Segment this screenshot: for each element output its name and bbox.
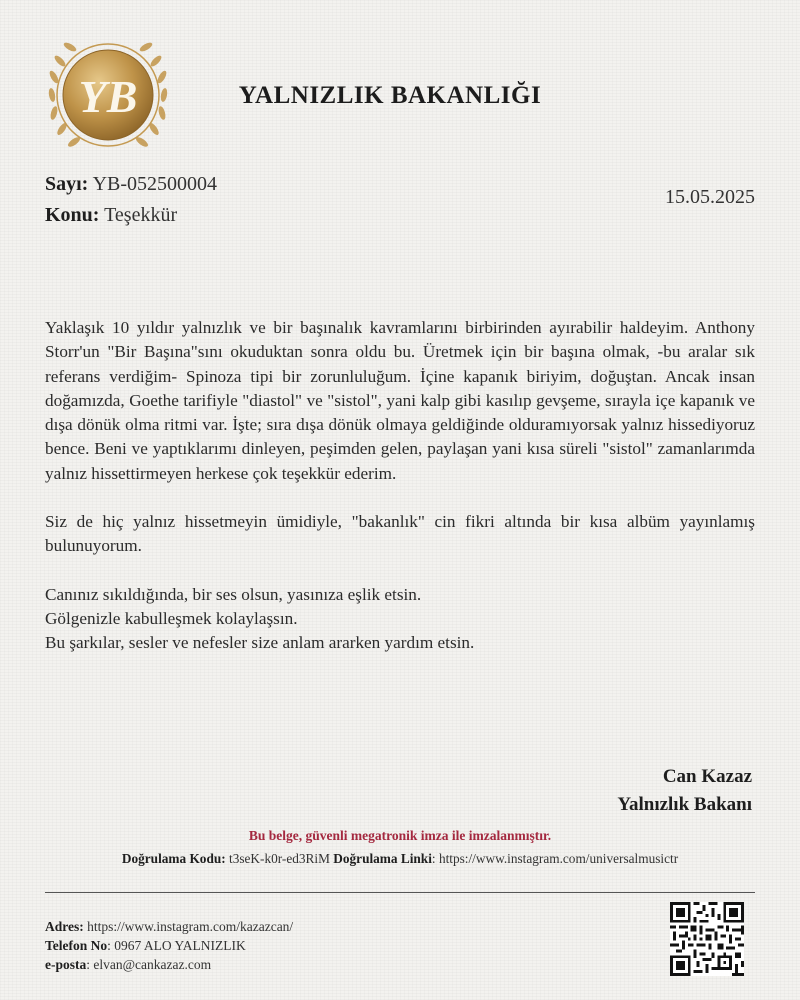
address-link[interactable]: https://www.instagram.com/kazazcan/ <box>87 919 294 934</box>
body-paragraph-2: Siz de hiç yalnız hissetmeyin ümidiyle, "bakanlık" cin fikri altında bir kısa albüm yayınlamış bulunuyorum. <box>45 512 755 556</box>
body-paragraph-1: Yaklaşık 10 yıldır yalnızlık ve bir başınalık kavramlarını birbirinden ayırabilir haldeyim. Anthony Storr'un "Bir Başına"sını okuduktan sonra oldu bu. Üretmek için bir başına olmak, -bu aralar sık referans verdiğim- Spinoza tipi bir zorunluluğum. İçine kapanık biriyim, doğuştan. Ancak insan doğamızda, Goethe tarifiyle "diastol" ve "sistol", yani kalp gibi kasılıp gevşeme, sırayla içe kapanık ve dışa dönük olma ritmi var. İşte; sıra dışa dönük olmaya geldiğinde olduramıyorsak yalnız hissediyoruz bence. Beni ve yaptıklarımı dinleyen, peşimden gelen, paylaşan yani kısa süreli "sistol" zamanlarımda yalnız hissettirmeyen herkese çok teşekkür ederim. <box>45 318 755 483</box>
verification-code-label: Doğrulama Kodu: <box>121 851 226 866</box>
document-number-label: Sayı: <box>45 173 89 195</box>
page-title: YALNIZLIK BAKANLIĞI <box>238 82 542 109</box>
signer-role: Yalnızlık Bakanı <box>617 794 752 815</box>
footer-divider <box>45 892 755 893</box>
verification-code-value: t3seK-k0r-ed3RiM <box>229 851 330 866</box>
email-link[interactable]: elvan@cankazaz.com <box>93 957 212 972</box>
verification-line: Doğrulama Kodu: t3seK-k0r-ed3RiM Doğrulama Linki: https://www.instagram.com/universalmusictr <box>121 851 679 866</box>
verification-link-value[interactable]: https://www.instagram.com/universalmusictr <box>438 851 679 866</box>
signature-block <box>617 763 752 819</box>
document-subject-label: Konu: <box>45 204 100 226</box>
document-subject-value: Teşekkür <box>104 204 178 226</box>
document-number <box>45 173 217 196</box>
document-subject <box>45 204 177 227</box>
qr-code-icon[interactable] <box>670 902 744 976</box>
signer-name: Can Kazaz <box>662 766 752 787</box>
footer-email: e-posta: elvan@cankazaz.com <box>45 957 212 972</box>
footer-address: Adres: https://www.instagram.com/kazazcan/ <box>45 919 294 934</box>
phone-value: 0967 ALO YALNIZLIK <box>114 938 246 953</box>
ministry-logo <box>40 25 176 161</box>
verification-link-label: Doğrulama Linki <box>333 851 432 866</box>
body-line-1: Canınız sıkıldığında, bir ses olsun, yasınıza eşlik etsin. <box>45 584 422 604</box>
footer-phone: Telefon No: 0967 ALO YALNIZLIK <box>45 938 246 953</box>
body-line-3: Bu şarkılar, sesler ve nefesler size anlam ararken yardım etsin. <box>45 633 475 653</box>
document-date: 15.05.2025 <box>665 186 755 208</box>
footer-contact <box>45 917 293 974</box>
letter-body <box>45 316 755 656</box>
document-number-value: YB-052500004 <box>92 173 218 195</box>
e-signature-note: Bu belge, güvenli megatronik imza ile imzalanmıştır. <box>248 828 552 843</box>
body-line-2: Gölgenizle kabulleşmek kolaylaşsın. <box>45 608 298 628</box>
svg-text:YB: YB <box>78 71 138 122</box>
